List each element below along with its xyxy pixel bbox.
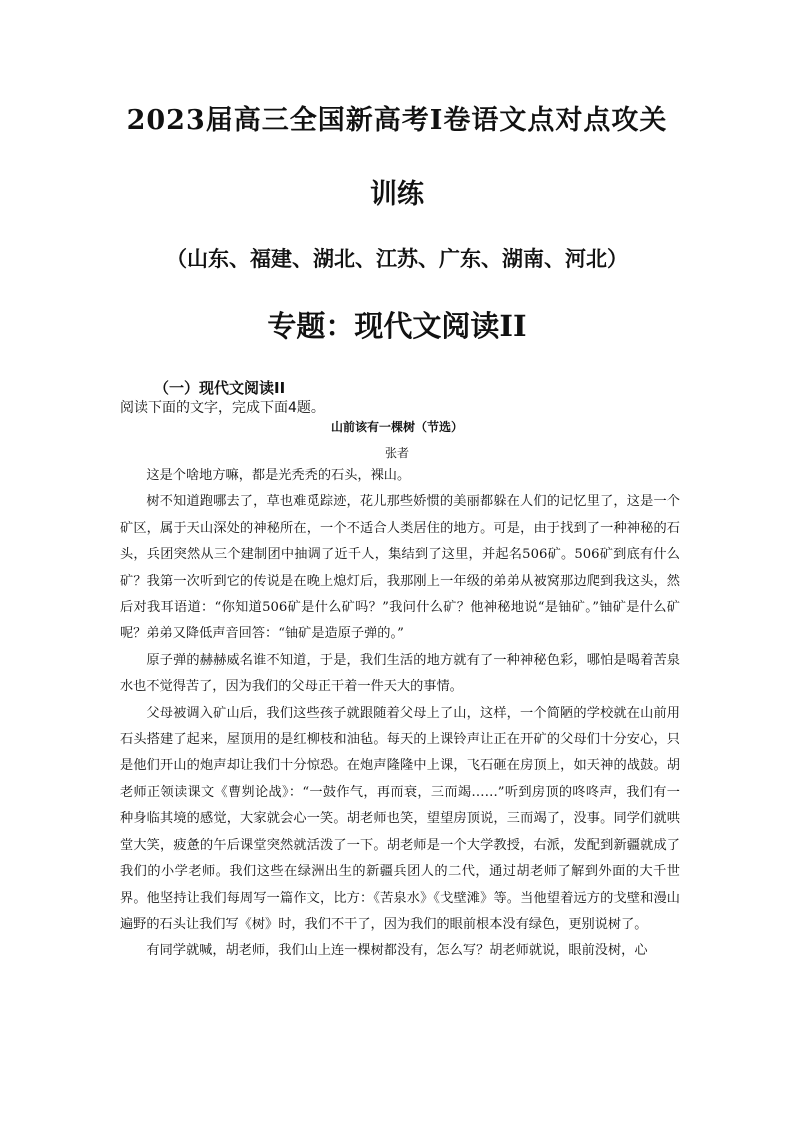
- document-title-line1: 2023届高三全国新高考Ⅰ卷语文点对点攻关: [126, 105, 668, 136]
- essay-paragraph: 这是个啥地方嘛，都是光秃秃的石头，裸山。: [146, 468, 411, 483]
- section-instruction: 阅读下面的文字，完成下面4题。: [120, 400, 325, 416]
- essay-paragraph: 父母被调入矿山后，我们这些孩子就跟随着父母上了山，这样，一个简陋的学校就在山前用石头搭建了起来，屋顶用的是红柳枝和油毡。每天的上课铃声让正在开矿的父母们十分安心，只是他们开山的炮声却让我们十分惊恐。在炮声隆隆中上课，飞石砸在房顶上，如天神的战鼓。胡老师正领读课文《曹刿论战》：“一鼓作气，再而衰，三而竭……”听到房顶的咚咚声，我们有一种身临其境的感觉，大家就会心一笑。胡老师也笑，望望房顶说，三而竭了，没事。同学们就哄堂大笑，疲惫的午后课堂突然就活泼了一下。胡老师是一个大学教授，右派，发配到新疆就成了我们的小学老师。我们这些在绿洲出生的新疆兵团人的二代，通过胡老师了解到外面的大千世界。他坚持让我们每周写一篇作文，比方：《苦泉水》《戈壁滩》等。当他望着远方的戈壁和漫山遍野的石头让我们写《树》时，我们不干了，因为我们的眼前根本没有绿色，更别说树了。: [120, 705, 680, 932]
- essay-body: [120, 463, 680, 965]
- essay-paragraph: 树不知道跑哪去了，草也难觅踪迹，花儿那些娇惯的美丽都躲在人们的记忆里了，这是一个矿区，属于天山深处的神秘所在，一个不适合人类居住的地方。可是，由于找到了一种神秘的石头，兵团突然从三个建制团中抽调了近千人，集结到了这里，并起名506矿。506矿到底有什么矿？我第一次听到它的传说是在晚上熄灯后，我那刚上一年级的弟弟从被窝那边爬到我这头，然后对我耳语道：“你知道506矿是什么矿吗？”我问什么矿？他神秘地说“是铀矿。”铀矿是什么矿呢？弟弟又降低声音回答：“铀矿是造原子弹的。”: [120, 494, 680, 642]
- regions-subtitle: （山东、福建、湖北、江苏、广东、湖南、河北）: [166, 246, 628, 271]
- section-heading: （一）现代文阅读II: [154, 379, 286, 397]
- document-title-line2: 训练: [370, 179, 424, 210]
- essay-paragraph: 原子弹的赫赫威名谁不知道，于是，我们生活的地方就有了一种神秘色彩，哪怕是喝着苦泉水也不觉得苦了，因为我们的父母正干着一件天大的事情。: [120, 652, 680, 695]
- topic-title: 专题：现代文阅读II: [267, 309, 527, 343]
- essay-title: 山前该有一棵树（节选）: [330, 420, 463, 434]
- essay-author: 张者: [384, 446, 409, 460]
- essay-paragraph: 有同学就喊，胡老师，我们山上连一棵树都没有，怎么写？胡老师就说，眼前没树，心: [146, 943, 648, 959]
